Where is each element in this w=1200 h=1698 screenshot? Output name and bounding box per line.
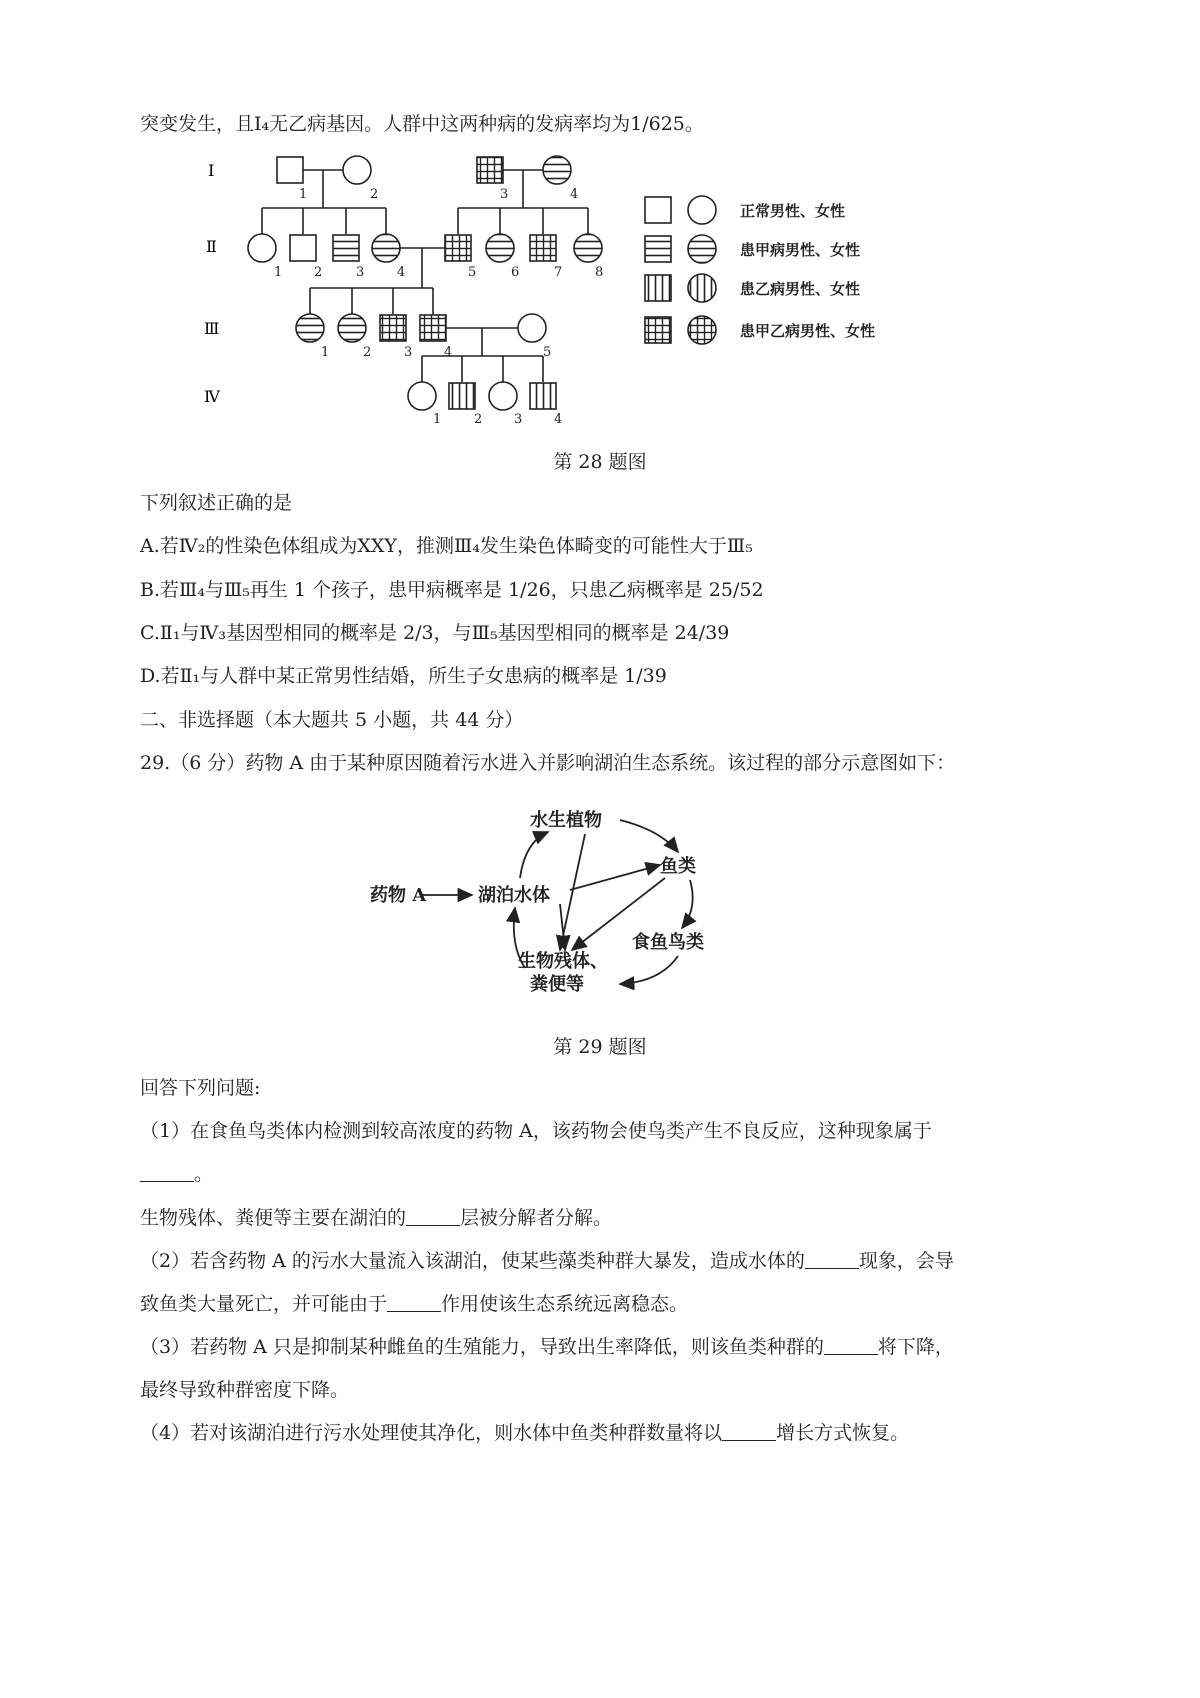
id-II8: 8 (595, 265, 604, 280)
option-d: D.若Ⅱ₁与人群中某正常男性结婚，所生子女患病的概率是 1/39 (140, 665, 667, 687)
ecosystem-diagram (360, 800, 760, 1010)
node-fish-eating-birds: 食鱼鸟类 (632, 932, 704, 953)
legend-label-both: 患甲乙病男性、女性 (740, 322, 876, 340)
q29-part1-line3 (140, 1206, 612, 1230)
node-fish: 鱼类 (660, 856, 696, 877)
arrow-fish-to-birds (682, 880, 693, 928)
figure-28-caption: 第 28 题图 (553, 451, 647, 473)
id-IV3: 3 (514, 412, 523, 427)
q29-part1-line2 (140, 1162, 213, 1186)
legend-normal-male (645, 197, 671, 223)
id-I3: 3 (500, 187, 509, 202)
node-lake-water: 湖泊水体 (478, 885, 550, 906)
option-c: C.Ⅱ₁与Ⅳ₃基因型相同的概率是 2/3，与Ⅲ₅基因型相同的概率是 24/39 (140, 622, 730, 644)
answer-blank-1[interactable] (140, 1163, 194, 1182)
q29-part1c-post: 层被分解者分解。 (460, 1207, 613, 1229)
node-drug-a: 药物 A (370, 885, 427, 906)
q29-part1-period: 。 (194, 1163, 214, 1185)
III2-disease-a-female (338, 314, 366, 342)
II3-disease-a-male (333, 235, 359, 261)
II2-normal-male (290, 235, 316, 261)
legend-disease-b-female (688, 274, 716, 302)
q29-part4-pre: （4）若对该湖泊进行污水处理使其净化，则水体中鱼类种群数量将以 (140, 1422, 723, 1444)
id-II6: 6 (511, 265, 520, 280)
q29-part3a-pre: （3）若药物 A 只是抑制某种雌鱼的生殖能力，导致出生率降低，则该鱼类种群的 (140, 1336, 824, 1358)
III5-normal-female (518, 314, 546, 342)
section-heading: 二、非选择题（本大题共 5 小题，共 44 分） (140, 709, 524, 731)
III1-disease-a-female (296, 314, 324, 342)
id-IV1: 1 (433, 412, 442, 427)
answer-blank-5[interactable] (824, 1336, 878, 1355)
legend-both-female (688, 316, 716, 344)
legend-label-disease-a: 患甲病男性、女性 (740, 241, 861, 259)
id-III5: 5 (543, 345, 552, 360)
q29-part2b-pre: 致鱼类大量死亡，并可能由于 (140, 1293, 388, 1315)
II6-disease-a-female (486, 234, 514, 262)
legend-disease-a-male (645, 236, 671, 262)
answer-blank-2[interactable] (406, 1207, 460, 1226)
IV2-disease-b-male (449, 383, 475, 409)
arrow-water-to-plants (520, 832, 548, 878)
arrow-plants-to-fish (620, 820, 678, 852)
legend-disease-b-male (645, 275, 671, 301)
id-II3: 3 (356, 265, 365, 280)
id-III4: 4 (444, 345, 453, 360)
option-a: A.若Ⅳ₂的性染色体组成为XXY，推测Ⅲ₄发生染色体畸变的可能性大于Ⅲ₅ (140, 535, 753, 557)
generation-label-I: Ⅰ (208, 161, 215, 180)
figure-29-caption: 第 29 题图 (553, 1036, 647, 1058)
id-II2: 2 (314, 265, 323, 280)
IV3-normal-female (489, 382, 517, 410)
arrow-birds-to-remains (620, 956, 678, 984)
node-remains-line2: 粪便等 (530, 974, 584, 995)
q29-part4 (140, 1421, 909, 1445)
id-II5: 5 (468, 265, 477, 280)
q29-part3-line2: 最终导致种群密度下降。 (140, 1379, 350, 1401)
I4-disease-a-female (543, 156, 571, 184)
III3-both-male (380, 315, 406, 341)
legend-disease-a-female (688, 235, 716, 263)
q29-part1-line1: （1）在食鱼鸟类体内检测到较高浓度的药物 A，该药物会使鸟类产生不良反应，这种现象属于 (140, 1120, 932, 1142)
q29-stem: 29.（6 分）药物 A 由于某种原因随着污水进入并影响湖泊生态系统。该过程的部分示意图如下： (140, 752, 956, 774)
node-aquatic-plants: 水生植物 (530, 810, 602, 831)
q29-part3a-post: 将下降， (877, 1336, 954, 1358)
arrow-water-to-fish (570, 865, 660, 890)
answer-intro: 回答下列问题: (140, 1077, 261, 1099)
legend-both-male (645, 317, 671, 343)
II4-disease-a-female (372, 234, 400, 262)
q29-part2-line2 (140, 1292, 688, 1316)
q29-part2a-pre: （2）若含药物 A 的污水大量流入该湖泊，使某些藻类种群大暴发，造成水体的 (140, 1250, 805, 1272)
id-III1: 1 (321, 345, 330, 360)
generation-label-II: Ⅱ (206, 237, 217, 256)
II7-both-male (530, 235, 556, 261)
q29-part4-post: 增长方式恢复。 (776, 1422, 910, 1444)
node-remains-line1: 生物残体、 (518, 951, 608, 972)
II5-both-male (445, 235, 471, 261)
id-II7: 7 (554, 265, 563, 280)
id-III2: 2 (363, 345, 372, 360)
id-IV2: 2 (474, 412, 483, 427)
id-I1: 1 (299, 187, 308, 202)
q29-part2a-post: 现象，会导 (858, 1250, 954, 1272)
id-IV4: 4 (554, 412, 563, 427)
answer-blank-3[interactable] (805, 1250, 859, 1269)
answer-blank-6[interactable] (722, 1422, 776, 1441)
question-stem: 下列叙述正确的是 (140, 492, 293, 514)
id-III3: 3 (404, 345, 413, 360)
legend-normal-female (688, 196, 716, 224)
I1-normal-male (277, 157, 303, 183)
pedigree-chart (190, 140, 910, 430)
IV4-disease-b-male (530, 383, 556, 409)
q29-part3-line1 (140, 1335, 954, 1359)
id-II4: 4 (397, 265, 406, 280)
generation-label-III: Ⅲ (204, 319, 220, 338)
I2-normal-female (343, 156, 371, 184)
id-I4: 4 (570, 187, 579, 202)
legend-label-normal: 正常男性、女性 (740, 202, 846, 220)
II8-disease-a-female (574, 234, 602, 262)
generation-label-IV: Ⅳ (204, 387, 220, 406)
q29-part1c-pre: 生物残体、粪便等主要在湖泊的 (140, 1207, 407, 1229)
IV1-normal-female (408, 382, 436, 410)
answer-blank-4[interactable] (387, 1293, 441, 1312)
III4-both-male (420, 315, 446, 341)
id-II1: 1 (274, 265, 283, 280)
q29-part2-line1 (140, 1249, 954, 1273)
option-b: B.若Ⅲ₄与Ⅲ₅再生 1 个孩子，患甲病概率是 1/26，只患乙病概率是 25/52 (140, 579, 764, 601)
legend-label-disease-b: 患乙病男性、女性 (740, 280, 861, 298)
intro-text: 突变发生，且Ⅰ₄无乙病基因。人群中这两种病的发病率均为1/625。 (140, 113, 704, 135)
I3-both-male (477, 157, 503, 183)
id-I2: 2 (370, 187, 379, 202)
II1-normal-female (248, 234, 276, 262)
q29-part2b-post: 作用使该生态系统远离稳态。 (441, 1293, 689, 1315)
